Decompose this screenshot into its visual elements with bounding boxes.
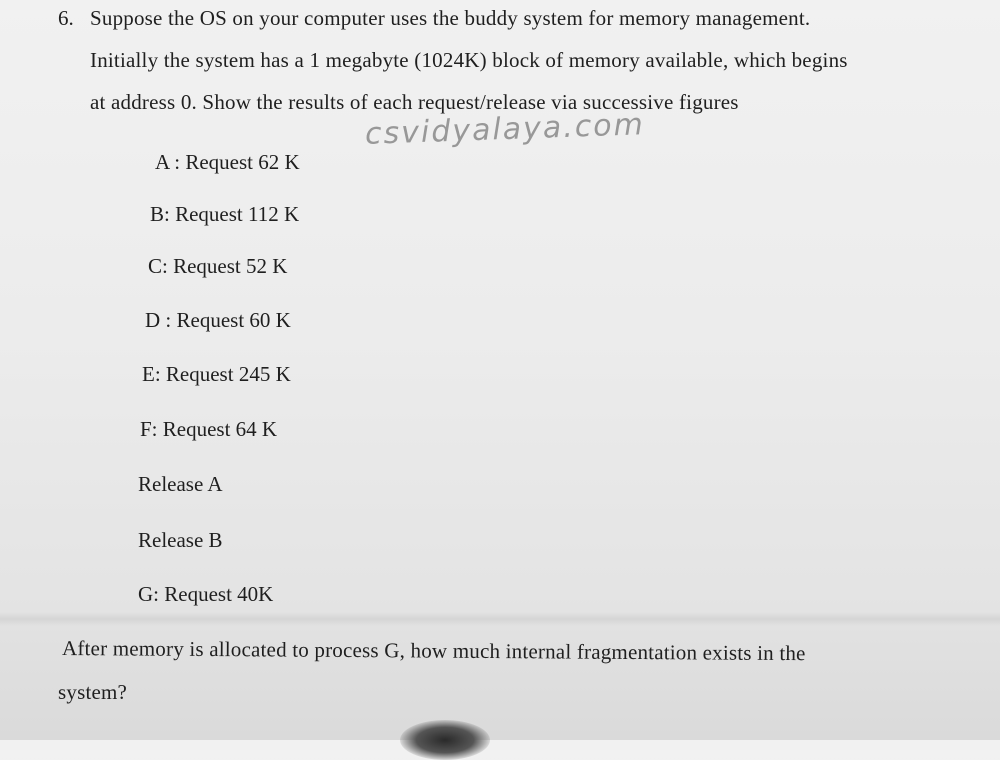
- question-number: 6.: [58, 6, 74, 30]
- request-item-d: D : Request 60 K: [145, 308, 291, 332]
- question-line-3: at address 0. Show the results of each request/release via successive figures: [90, 90, 739, 114]
- question-line-2: Initially the system has a 1 megabyte (1024K) block of memory available, which begins: [90, 48, 848, 72]
- closing-line-1: After memory is allocated to process G, how much internal fragmentation exists in the: [61, 636, 806, 666]
- request-item-c: C: Request 52 K: [148, 254, 288, 278]
- request-item-e: E: Request 245 K: [142, 362, 291, 386]
- request-item-f: F: Request 64 K: [140, 417, 278, 441]
- request-item-b: B: Request 112 K: [150, 202, 300, 226]
- closing-line-2: system?: [58, 680, 128, 704]
- question-line-1: Suppose the OS on your computer uses the buddy system for memory management.: [90, 6, 811, 30]
- request-item-g: G: Request 40K: [138, 582, 274, 606]
- release-item-b: Release B: [138, 528, 223, 552]
- release-item-a: Release A: [138, 472, 223, 496]
- watermark: csvidyalaya.com: [364, 107, 646, 152]
- paper-fold: [0, 612, 1000, 626]
- request-item-a: A : Request 62 K: [155, 150, 300, 174]
- shadow-blob: [400, 720, 490, 760]
